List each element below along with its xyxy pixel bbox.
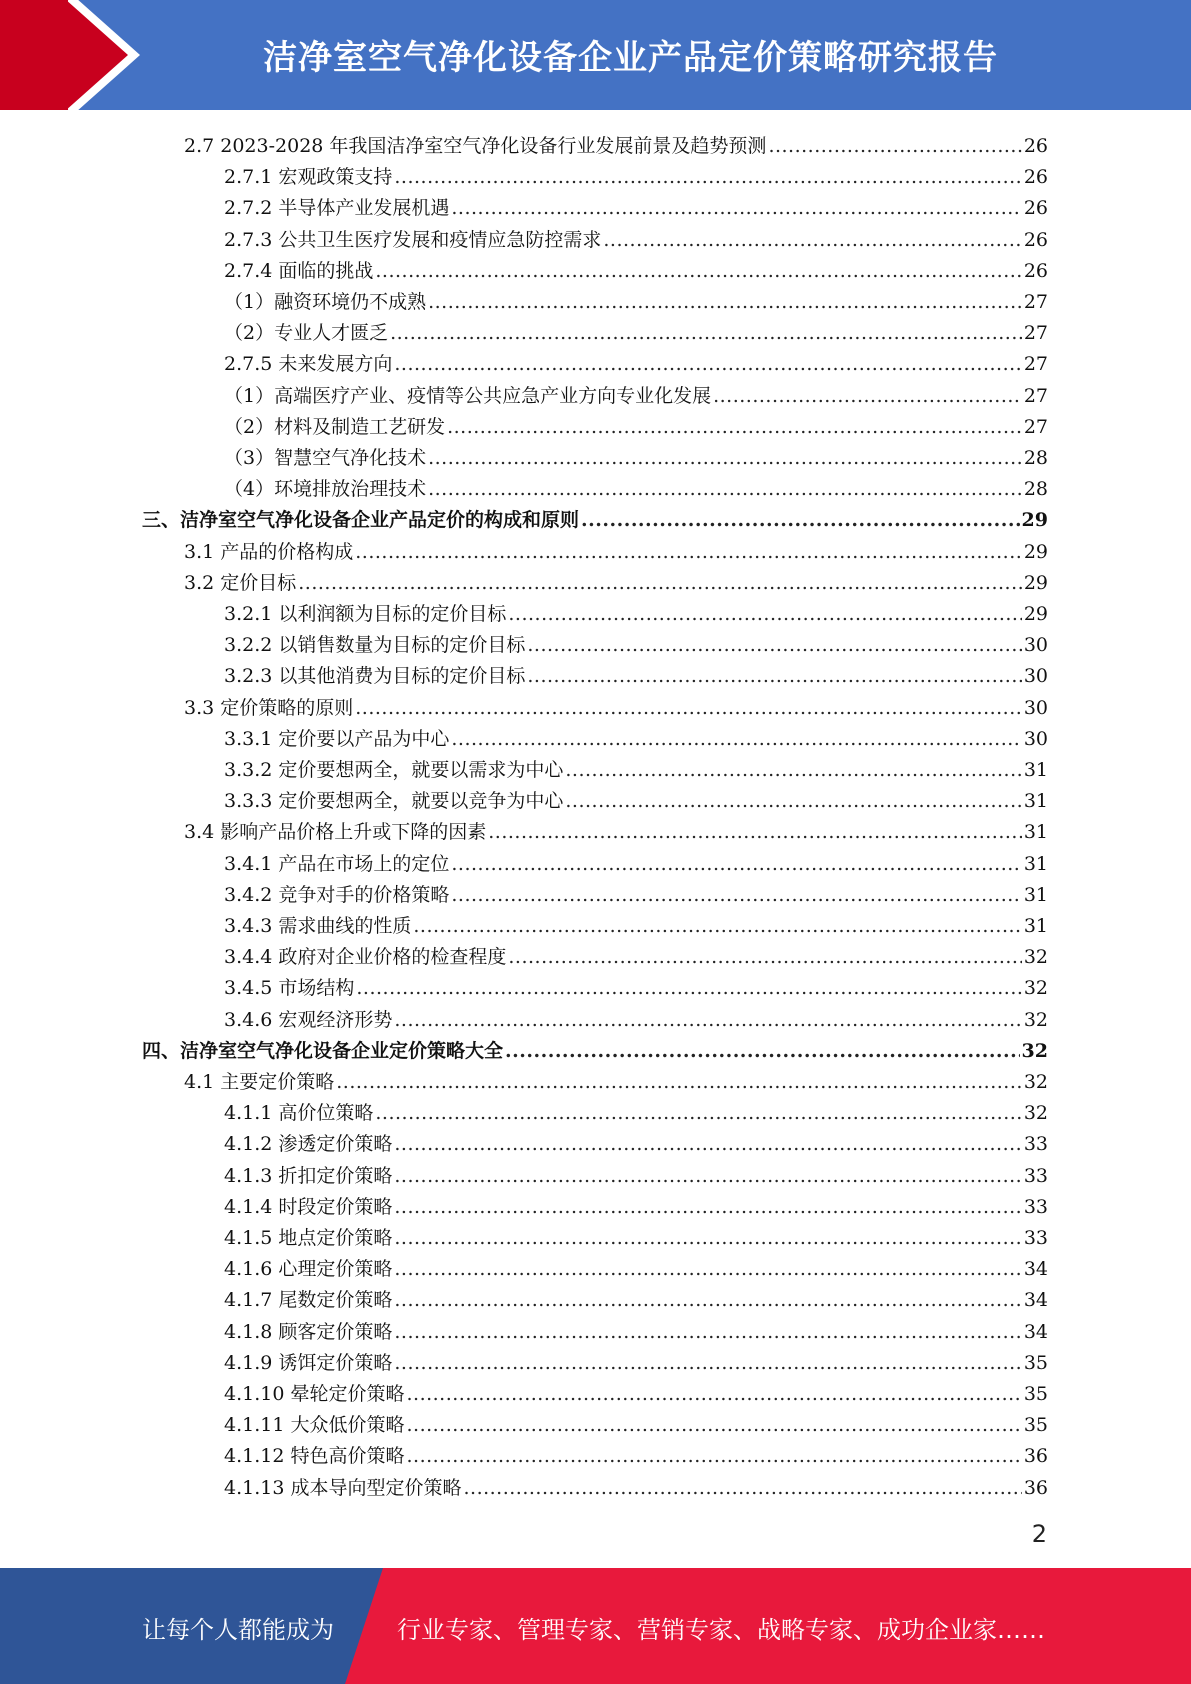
toc-entry[interactable] [224,189,1048,220]
toc-leader-dots [394,352,1021,376]
toc-entry[interactable] [224,345,1048,376]
toc-entry-page: 33 [1023,1164,1048,1187]
toc-entry[interactable] [224,1001,1048,1032]
toc-entry-page: 33 [1023,1195,1048,1218]
toc-leader-dots [394,1195,1021,1219]
toc-leader-dots [356,976,1021,1000]
toc-entry[interactable] [224,1157,1048,1188]
toc-entry-page: 29 [1021,509,1048,532]
toc-entry[interactable] [184,533,1048,564]
toc-entry-page: 27 [1023,415,1048,438]
toc-leader-dots [451,727,1021,751]
toc-entry-page: 26 [1023,228,1048,251]
toc-leader-dots [375,259,1021,283]
toc-entry-label: 4.1.6 心理定价策略 [224,1258,393,1281]
toc-leader-dots [394,1164,1021,1188]
toc-entry-page: 31 [1023,852,1048,875]
toc-entry[interactable] [184,689,1048,720]
toc-entry[interactable] [184,1063,1048,1094]
toc-entry[interactable] [142,501,1048,532]
toc-entry-page: 34 [1023,1258,1048,1281]
toc-entry-page: 28 [1023,478,1048,501]
toc-leader-dots [463,1476,1021,1500]
toc-entry[interactable] [224,845,1048,876]
toc-entry-page: 29 [1023,603,1048,625]
toc-entry[interactable] [224,1406,1048,1437]
toc-entry-page: 30 [1023,696,1048,719]
toc-entry[interactable] [224,1313,1048,1344]
toc-entry[interactable] [224,1125,1048,1156]
toc-entry-label: 4.1.10 晕轮定价策略 [224,1383,405,1405]
toc-entry[interactable] [224,1219,1048,1250]
toc-leader-dots [508,945,1021,969]
toc-entry-label: 3.3.1 定价要以产品为中心 [224,727,450,750]
toc-leader-dots [406,1382,1021,1406]
toc-leader-dots [713,384,1022,408]
toc-entry-label: （3）智慧空气净化技术 [224,447,427,469]
toc-entry-label: 2.7.3 公共卫生医疗发展和疫情应急防控需求 [224,228,602,251]
toc-entry-page: 34 [1023,1289,1048,1312]
toc-entry-page: 26 [1023,259,1048,282]
toc-entry-page: 27 [1023,353,1048,376]
toc-leader-dots [565,789,1021,813]
toc-entry-label: 3.3.3 定价要想两全，就要以竞争为中心 [224,790,564,813]
toc-entry[interactable] [224,626,1048,657]
toc-entry-page: 34 [1023,1320,1048,1343]
toc-entry-page: 26 [1023,166,1048,189]
toc-entry[interactable] [142,1032,1048,1063]
toc-entry-page: 27 [1023,322,1048,345]
toc-entry-page: 31 [1023,915,1048,937]
toc-entry[interactable] [184,564,1048,595]
toc-entry-label: （4）环境排放治理技术 [224,478,427,501]
header-chevron-stroke [68,0,158,110]
toc-entry-label: 3.2 定价目标 [184,571,297,594]
toc-entry-page: 31 [1023,790,1048,813]
toc-leader-dots [768,134,1021,158]
toc-entry-label: 4.1.13 成本导向型定价策略 [224,1476,462,1499]
toc-entry-label: 3.1 产品的价格构成 [184,540,354,563]
toc-leader-dots [428,477,1022,501]
toc-entry[interactable] [224,1375,1048,1406]
toc-entry-label: 3.2.2 以销售数量为目标的定价目标 [224,634,526,657]
toc-entry[interactable] [224,657,1048,688]
toc-entry-label: （2）专业人才匮乏 [224,322,389,345]
toc-entry-page: 32 [1023,1102,1048,1125]
toc-entry-label: 4.1.8 顾客定价策略 [224,1320,393,1343]
toc-leader-dots [336,1070,1022,1094]
toc-entry-label: 2.7.4 面临的挑战 [224,259,374,282]
toc-entry-page: 35 [1023,1383,1048,1405]
toc-leader-dots [375,1101,1021,1125]
toc-entry-label: 三、洁净室空气净化设备企业产品定价的构成和原则 [142,509,580,532]
toc-leader-dots [603,228,1021,252]
document-title: 洁净室空气净化设备企业产品定价策略研究报告 [263,38,998,78]
toc-entry-label: 4.1.4 时段定价策略 [224,1195,393,1218]
toc-entry-label: 3.4.3 需求曲线的性质 [224,915,412,937]
toc-entry-label: 4.1.11 大众低价策略 [224,1414,405,1437]
toc-entry-label: （1）融资环境仍不成熟 [224,291,427,313]
toc-leader-dots [355,540,1022,564]
toc-entry[interactable] [184,127,1048,158]
toc-entry[interactable] [224,969,1048,1000]
toc-entry[interactable] [224,1344,1048,1375]
toc-entry-page: 31 [1023,759,1048,781]
toc-entry-label: 4.1.1 高价位策略 [224,1102,374,1125]
toc-entry-page: 30 [1023,665,1048,688]
toc-entry-page: 35 [1023,1414,1048,1437]
toc-entry[interactable] [224,1094,1048,1125]
toc-entry[interactable] [224,283,1048,314]
toc-entry-page: 31 [1023,821,1048,844]
toc-leader-dots [527,664,1021,688]
toc-entry-label: 4.1.7 尾数定价策略 [224,1289,393,1312]
toc-entry[interactable] [224,1437,1048,1468]
footer-slogan-left: 让每个人都能成为 [142,1616,334,1644]
toc-entry[interactable] [224,252,1048,283]
toc-entry-page: 32 [1023,977,1048,1000]
page-footer [0,1568,1191,1684]
toc-entry-label: 3.4.2 竞争对手的价格策略 [224,883,450,906]
toc-leader-dots [451,196,1021,220]
toc-leader-dots [581,508,1020,532]
toc-entry-label: 3.2.3 以其他消费为目标的定价目标 [224,665,526,688]
toc-leader-dots [298,571,1022,595]
toc-leader-dots [406,1444,1021,1468]
toc-entry[interactable] [224,938,1048,969]
toc-entry-label: 3.4.5 市场结构 [224,977,355,1000]
toc-entry[interactable] [224,221,1048,252]
toc-entry-page: 27 [1023,384,1048,407]
toc-entry-label: 4.1.9 诱饵定价策略 [224,1351,393,1374]
toc-leader-dots [451,883,1021,907]
toc-leader-dots [451,852,1021,876]
header-red-band [0,0,72,110]
toc-entry-label: 2.7.2 半导体产业发展机遇 [224,197,450,220]
toc-leader-dots [394,1320,1021,1344]
toc-entry-page: 28 [1023,447,1048,469]
toc-entry-label: 4.1.2 渗透定价策略 [224,1133,393,1156]
toc-entry-label: 3.4 影响产品价格上升或下降的因素 [184,821,487,844]
toc-leader-dots [394,1008,1021,1032]
toc-leader-dots [394,1288,1021,1312]
toc-entry-label: （1）高端医疗产业、疫情等公共应急产业方向专业化发展 [224,384,712,407]
toc-entry-label: 3.2.1 以利润额为目标的定价目标 [224,603,507,625]
toc-leader-dots [394,1351,1021,1375]
toc-entry-page: 30 [1023,634,1048,657]
toc-entry-label: （2）材料及制造工艺研发 [224,415,446,438]
toc-leader-dots [394,1132,1021,1156]
toc-entry[interactable] [224,408,1048,439]
toc-entry-page: 35 [1023,1351,1048,1374]
toc-entry[interactable] [224,876,1048,907]
toc-entry-label: 3.3 定价策略的原则 [184,696,354,719]
toc-entry-label: 2.7.1 宏观政策支持 [224,166,393,189]
toc-entry-page: 33 [1023,1133,1048,1156]
toc-leader-dots [488,820,1022,844]
page-number: 2 [1031,1520,1047,1548]
toc-entry[interactable] [224,1188,1048,1219]
toc-leader-dots [413,914,1021,938]
toc-leader-dots [505,1039,1020,1063]
toc-entry[interactable] [224,1250,1048,1281]
toc-leader-dots [428,290,1022,314]
toc-entry[interactable] [224,720,1048,751]
toc-entry-label: 3.3.2 定价要想两全，就要以需求为中心 [224,759,564,781]
toc-entry[interactable] [224,314,1048,345]
toc-entry-label: 4.1.12 特色高价策略 [224,1445,405,1468]
toc-entry-label: 3.4.6 宏观经济形势 [224,1008,393,1031]
toc-entry[interactable] [224,751,1048,782]
toc-entry-page: 29 [1023,571,1048,594]
toc-entry-label: 4.1.5 地点定价策略 [224,1227,393,1249]
toc-leader-dots [355,696,1022,720]
toc-entry[interactable] [224,907,1048,938]
toc-leader-dots [406,1413,1021,1437]
toc-entry-page: 26 [1023,197,1048,220]
toc-entry[interactable] [184,813,1048,844]
toc-entry-page: 26 [1023,135,1048,157]
toc-entry[interactable] [224,158,1048,189]
toc-entry-label: 四、洁净室空气净化设备企业定价策略大全 [142,1039,504,1062]
toc-leader-dots [527,633,1021,657]
toc-leader-dots [508,602,1021,626]
toc-entry[interactable] [224,377,1048,408]
toc-entry-page: 31 [1023,883,1048,906]
toc-leader-dots [394,165,1021,189]
toc-entry-page: 36 [1023,1476,1048,1499]
toc-leader-dots [394,1226,1021,1250]
page-header [0,0,1191,110]
toc-leader-dots [447,415,1022,439]
toc-entry[interactable] [224,439,1048,470]
footer-slogan-right: 行业专家、管理专家、营销专家、战略专家、成功企业家…… [397,1616,1045,1644]
toc-entry-label: 4.1 主要定价策略 [184,1071,335,1093]
toc-entry-page: 32 [1023,1071,1048,1093]
toc-entry-page: 32 [1021,1039,1048,1062]
toc-entry-label: 3.4.4 政府对企业价格的检查程度 [224,946,507,969]
toc-entry-page: 30 [1023,727,1048,750]
toc-leader-dots [428,446,1022,470]
toc-entry-page: 27 [1023,291,1048,313]
toc-entry-page: 32 [1023,1008,1048,1031]
toc-entry-page: 33 [1023,1227,1048,1249]
toc-leader-dots [394,1257,1021,1281]
toc-entry-label: 4.1.3 折扣定价策略 [224,1164,393,1187]
toc-entry[interactable] [224,1281,1048,1312]
toc-leader-dots [565,758,1021,782]
toc-entry-label: 2.7 2023-2028 年我国洁净室空气净化设备行业发展前景及趋势预测 [184,135,767,157]
toc-entry-page: 29 [1023,540,1048,563]
toc-entry-label: 2.7.5 未来发展方向 [224,353,393,376]
toc-entry[interactable] [224,1469,1048,1500]
toc-entry[interactable] [224,782,1048,813]
toc-entry-label: 3.4.1 产品在市场上的定位 [224,852,450,875]
toc-leader-dots [390,321,1022,345]
toc-entry[interactable] [224,595,1048,626]
toc-entry-page: 36 [1023,1445,1048,1468]
toc-entry[interactable] [224,470,1048,501]
toc-entry-page: 32 [1023,946,1048,969]
